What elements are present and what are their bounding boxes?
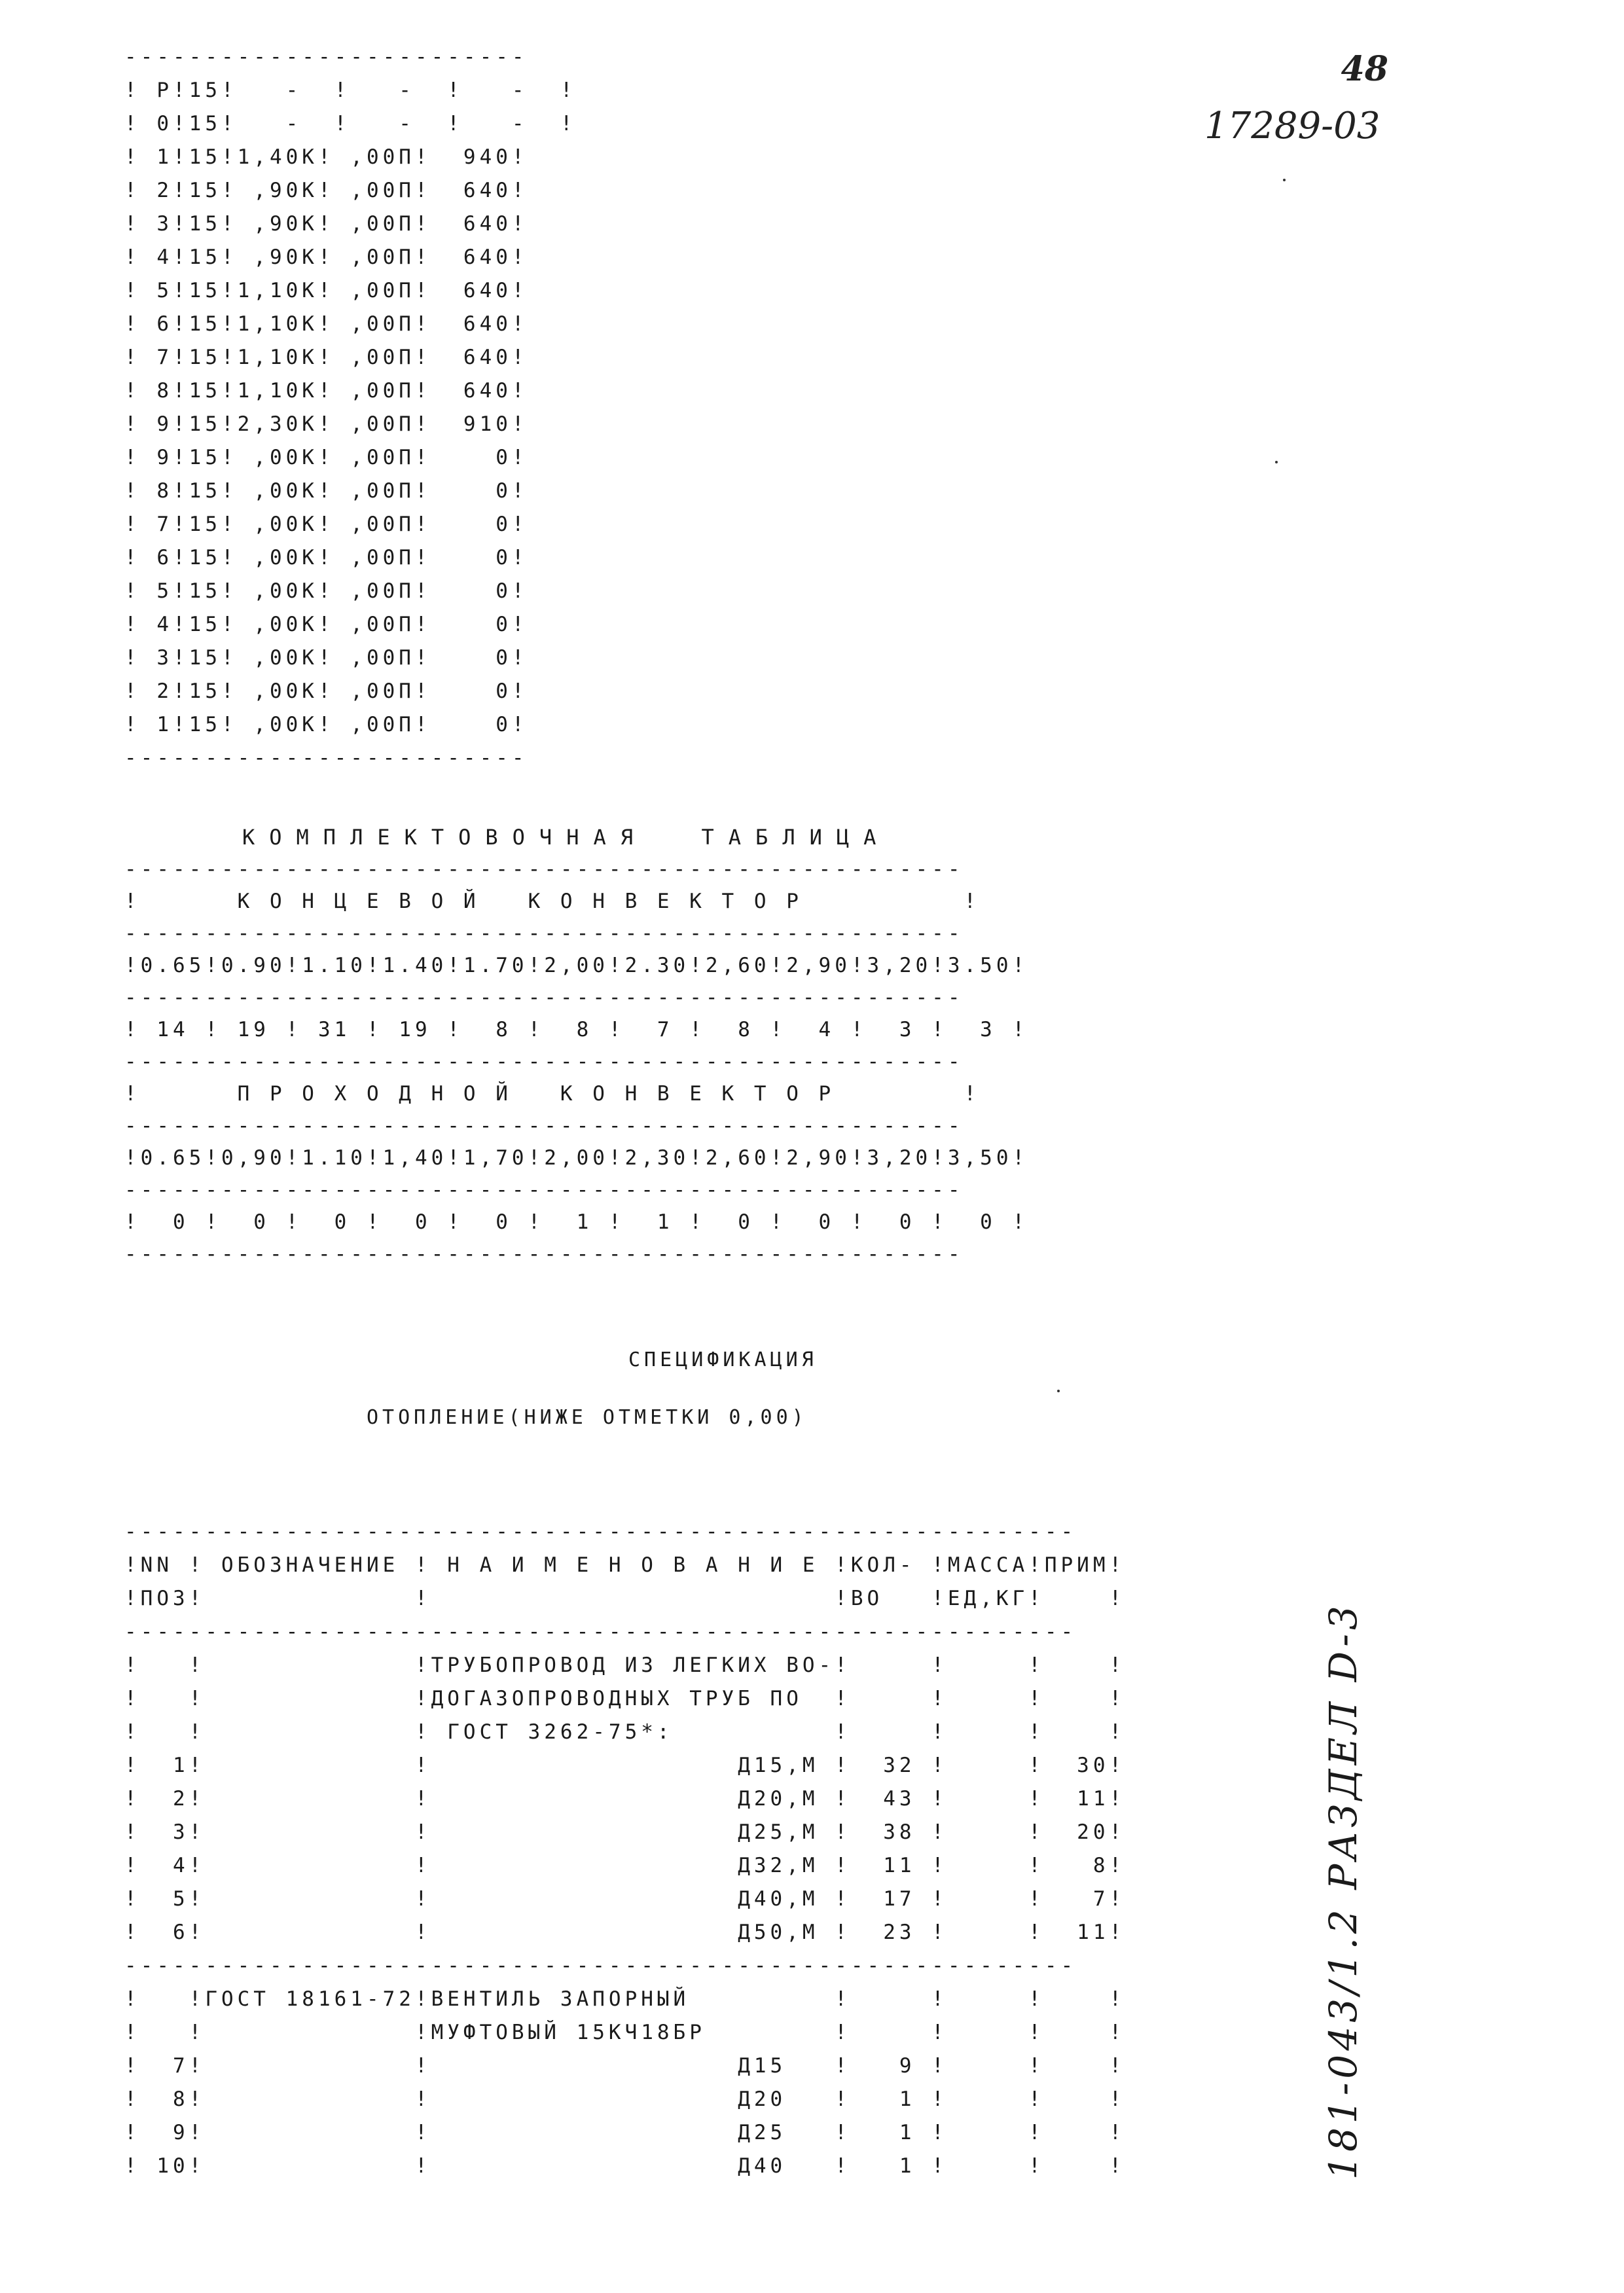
table-row: ----------------------------------------------------------- xyxy=(124,1954,1077,1977)
document-code: 17289-03 xyxy=(1204,105,1380,147)
table-row: ----------------------------------------------------------- xyxy=(124,1620,1077,1644)
table-row: ! 5!15! ,00K! ,00П! 0! xyxy=(124,579,528,603)
table-row: ! 1!15! ,00K! ,00П! 0! xyxy=(124,713,528,736)
table-row: ! 9!15!2,30K! ,00П! 910! xyxy=(124,412,528,436)
table-row: ! 2! ! Д20,М ! 43 ! ! 11! xyxy=(124,1787,1126,1811)
table-row: ! 7! ! Д15 ! 9 ! ! ! xyxy=(124,2054,1126,2078)
table-row: ---------------------------------------------------- xyxy=(124,1050,964,1074)
page-number: 48 xyxy=(1341,49,1388,89)
table-row: ----------------------------------------------------------- xyxy=(124,1520,1077,1544)
table-row: ! 6!15!1,10K! ,00П! 640! xyxy=(124,312,528,336)
table-row: ! 2!15! ,90K! ,00П! 640! xyxy=(124,179,528,202)
table-row: ! 3!15! ,00K! ,00П! 0! xyxy=(124,646,528,670)
table-row: ! 1!15!1,40K! ,00П! 940! xyxy=(124,145,528,169)
table-row: ! !ГОСТ 18161-72!ВЕНТИЛЬ ЗАПОРНЫЙ ! ! ! ! xyxy=(124,1987,1126,2011)
table-row: ------------------------- xyxy=(124,45,528,69)
table-row: ---------------------------------------------------- xyxy=(124,858,964,881)
table-row: ! 5! ! Д40,М ! 17 ! ! 7! xyxy=(124,1887,1126,1911)
kit-table-title: КОМПЛЕКТОВОЧНАЯ ТАБЛИЦА xyxy=(242,825,891,850)
table-row: !0.65!0.90!1.10!1.40!1.70!2,00!2.30!2,60!2,90!3,20!3.50! xyxy=(124,954,1029,977)
spec-table xyxy=(124,1515,1125,2183)
table-row: ! 14 ! 19 ! 31 ! 19 ! 8 ! 8 ! 7 ! 8 ! 4 ! 3 ! 3 ! xyxy=(124,1018,1029,1041)
table-row: ! 8!15!1,10K! ,00П! 640! xyxy=(124,379,528,403)
table-row: ! ! !ТРУБОПРОВОД ИЗ ЛЕГКИХ ВО-! ! ! ! xyxy=(124,1653,1126,1677)
table-row: ! 8! ! Д20 ! 1 ! ! ! xyxy=(124,2087,1126,2111)
spec-title: СПЕЦИФИКАЦИЯ xyxy=(628,1348,818,1371)
spec-subtitle: ОТОПЛЕНИЕ(НИЖЕ ОТМЕТКИ 0,00) xyxy=(367,1406,808,1429)
table-row: ! 6! ! Д50,М ! 23 ! ! 11! xyxy=(124,1921,1126,1944)
table-row: ! 1! ! Д15,М ! 32 ! ! 30! xyxy=(124,1754,1126,1777)
table-row: ! 4!15! ,00K! ,00П! 0! xyxy=(124,613,528,636)
table-row: ! 0!15! - ! - ! - ! xyxy=(124,112,577,135)
table-row: ---------------------------------------------------- xyxy=(124,1178,964,1202)
table-row: ---------------------------------------------------- xyxy=(124,1242,964,1266)
table-row: ! 4! ! Д32,М ! 11 ! ! 8! xyxy=(124,1854,1126,1877)
table-row: ! 4!15! ,90K! ,00П! 640! xyxy=(124,245,528,269)
table-row: ! П Р О Х О Д Н О Й К О Н В Е К Т О Р ! xyxy=(124,1082,981,1106)
table-row: ! 7!15!1,10K! ,00П! 640! xyxy=(124,346,528,369)
table-row: ! P!15! - ! - ! - ! xyxy=(124,79,577,102)
kit-table xyxy=(124,822,1028,1271)
table-row: !NN ! ОБОЗНАЧЕНИЕ ! Н А И М Е Н О В А Н И Е !КОЛ- !МАССА!ПРИМ! xyxy=(124,1553,1126,1577)
table-row: !ПОЗ! ! !ВО !ЕД,КГ! ! xyxy=(124,1587,1126,1610)
floor-table xyxy=(124,41,577,775)
table-row: ! К О Н Ц Е В О Й К О Н В Е К Т О Р ! xyxy=(124,890,981,913)
table-row: ! 10! ! Д40 ! 1 ! ! ! xyxy=(124,2154,1126,2178)
table-row: ---------------------------------------------------- xyxy=(124,922,964,945)
table-row: ! ! ! ГОСТ 3262-75*: ! ! ! ! xyxy=(124,1720,1126,1744)
scan-speck xyxy=(1275,461,1278,463)
scan-speck xyxy=(1057,1390,1060,1392)
table-row: ! ! !ДОГАЗОПРОВОДНЫХ ТРУБ ПО ! ! ! ! xyxy=(124,1687,1126,1710)
side-stamp: 181-043/1.2 РАЗДЕЛ D-3 xyxy=(1321,1602,1365,2180)
table-row: ! 3! ! Д25,М ! 38 ! ! 20! xyxy=(124,1820,1126,1844)
table-row: ------------------------- xyxy=(124,746,528,770)
table-row xyxy=(124,822,1028,854)
table-row: ! 8!15! ,00K! ,00П! 0! xyxy=(124,479,528,503)
table-row: ---------------------------------------------------- xyxy=(124,986,964,1009)
table-row: !0.65!0,90!1.10!1,40!1,70!2,00!2,30!2,60!2,90!3,20!3,50! xyxy=(124,1146,1029,1170)
table-row: ! 0 ! 0 ! 0 ! 0 ! 0 ! 1 ! 1 ! 0 ! 0 ! 0 ! 0 ! xyxy=(124,1210,1029,1234)
table-row: ! 7!15! ,00K! ,00П! 0! xyxy=(124,513,528,536)
scan-speck xyxy=(1283,179,1286,181)
table-row: ! 9!15! ,00K! ,00П! 0! xyxy=(124,446,528,469)
table-row: ---------------------------------------------------- xyxy=(124,1114,964,1138)
table-row: ! 6!15! ,00K! ,00П! 0! xyxy=(124,546,528,569)
table-row: ! 9! ! Д25 ! 1 ! ! ! xyxy=(124,2121,1126,2144)
table-row: ! ! !МУФТОВЫЙ 15КЧ18БР ! ! ! ! xyxy=(124,2021,1126,2044)
table-row: ! 5!15!1,10K! ,00П! 640! xyxy=(124,279,528,302)
table-row: ! 3!15! ,90K! ,00П! 640! xyxy=(124,212,528,236)
table-row: ! 2!15! ,00K! ,00П! 0! xyxy=(124,679,528,703)
